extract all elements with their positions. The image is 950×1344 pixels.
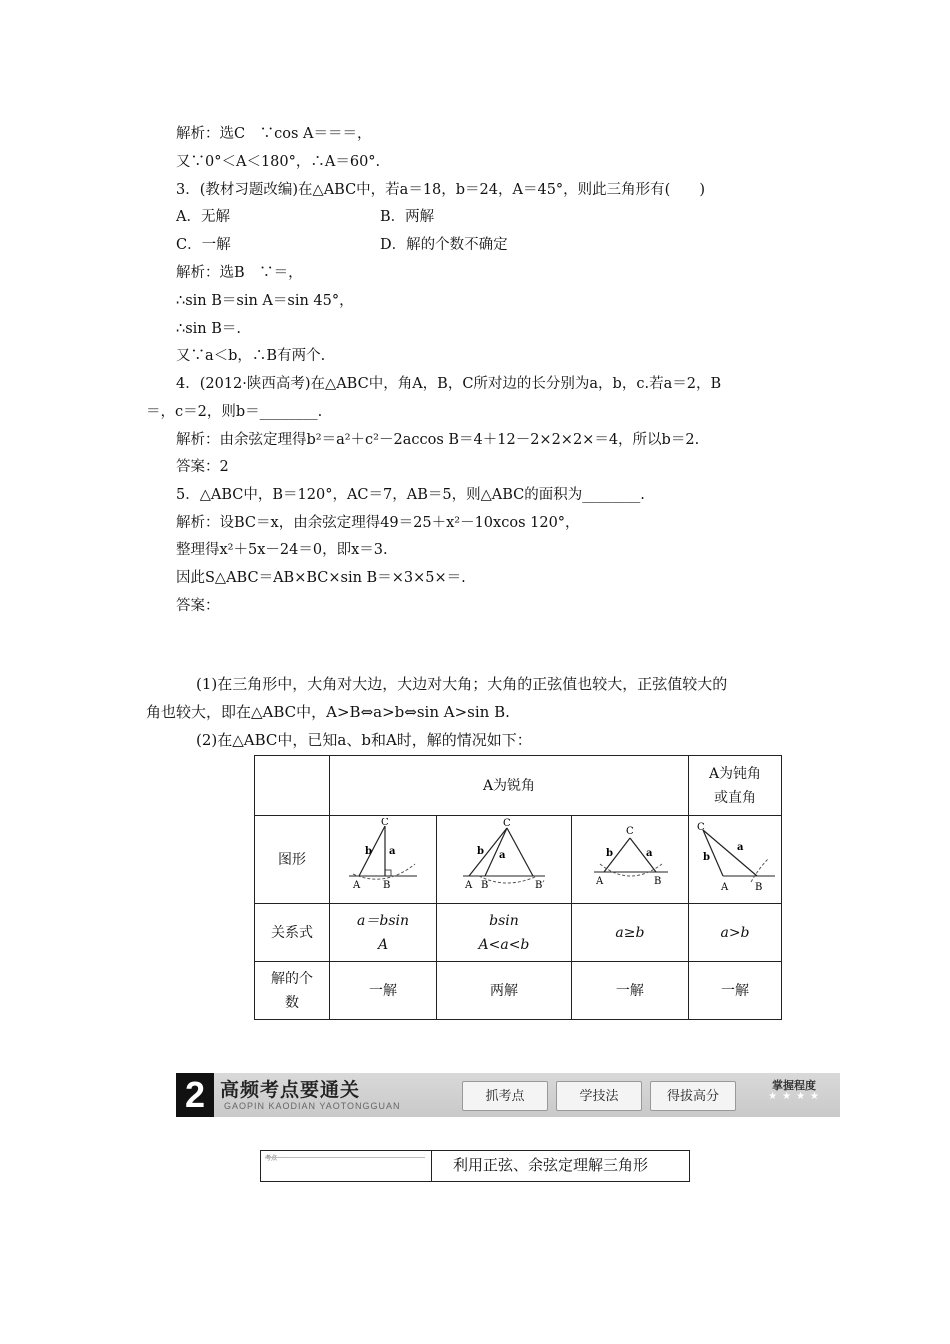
header-obtuse-line1: A为钝角 — [708, 765, 762, 782]
solution-line: 解析：选B ∵＝， — [176, 265, 303, 281]
triangle-obtuse-figure — [693, 818, 777, 894]
svg-text:B: B — [480, 879, 489, 891]
topic-title: 利用正弦、余弦定理解三角形 — [453, 1156, 649, 1174]
svg-text:C: C — [625, 825, 634, 837]
triangle-one-solution-figure — [345, 818, 421, 894]
section-subtitle: GAOPIN KAODIAN YAOTONGGUAN — [224, 1101, 401, 1111]
relation-2-line1: bsin — [489, 912, 519, 929]
svg-text:b: b — [703, 851, 710, 863]
relation-cell-4: a>b — [689, 904, 782, 962]
svg-text:a: a — [498, 849, 506, 861]
svg-text:a: a — [737, 841, 744, 853]
row-label-count-line1: 解的个 — [271, 970, 313, 987]
svg-text:a: a — [645, 847, 653, 859]
relation-1-line1: a＝bsin — [357, 912, 410, 929]
solution-line: ∴sin B＝sin A＝sin 45°， — [176, 293, 354, 309]
option-a: A．无解 — [176, 209, 230, 225]
topic-tag-cell — [261, 1151, 432, 1181]
mastery-stars-icon: ★★★★ — [768, 1091, 824, 1102]
svg-text:b: b — [476, 845, 484, 857]
solution-line: 又∵a＜b，∴B有两个. — [176, 348, 326, 364]
solution-line: ∴sin B＝. — [176, 321, 242, 337]
header-obtuse — [689, 756, 782, 816]
question-5: 5．△ABC中，B＝120°，AC＝7，AB＝5，则△ABC的面积为________. — [176, 487, 645, 503]
svg-text:A: A — [353, 879, 361, 891]
relation-2-line2: A<a<b — [478, 936, 530, 953]
solution-line: 又∵0°＜A＜180°，∴A＝60°. — [176, 154, 381, 170]
solution-line: 整理得x²＋5x－24＝0，即x＝3. — [176, 542, 388, 558]
section-banner — [176, 1073, 840, 1117]
note-paragraph: (1)在三角形中，大角对大边，大边对大角；大角的正弦值也较大，正弦值较大的 — [196, 675, 728, 693]
svg-text:B′: B′ — [534, 879, 545, 891]
count-cell-1: 一解 — [330, 962, 437, 1020]
triangle-a-ge-b-figure — [588, 818, 672, 894]
relation-cell-3: a≥b — [571, 904, 688, 962]
note-paragraph: 角也较大，即在△ABC中，A>B⇔a>b⇔sin A>sin B. — [146, 703, 510, 721]
option-b: B．两解 — [380, 209, 435, 225]
solution-line: 解析：设BC＝x，由余弦定理得49＝25＋x²－10xcos 120°， — [176, 515, 580, 531]
section-number-badge: 2 — [176, 1073, 214, 1117]
option-c: C．一解 — [176, 237, 231, 253]
header-obtuse-line2: 或直角 — [714, 789, 756, 806]
row-label-relation: 关系式 — [255, 904, 330, 962]
option-row — [176, 207, 435, 227]
relation-1-line2: A — [377, 936, 389, 953]
row-label-count — [255, 962, 330, 1020]
answer-line: 答案：2 — [176, 459, 229, 475]
svg-text:b: b — [365, 845, 373, 857]
header-acute: A为锐角 — [330, 756, 689, 816]
svg-text:A: A — [721, 881, 729, 893]
relation-cell-2 — [437, 904, 572, 962]
figure-cell-1 — [330, 816, 437, 904]
count-cell-3: 一解 — [571, 962, 688, 1020]
btn-high-score[interactable]: 得拔高分 — [650, 1081, 736, 1111]
topic-header-box — [260, 1150, 690, 1182]
topic-tag: 考点一 — [265, 1156, 284, 1162]
topic-tag-rule — [265, 1157, 425, 1158]
mastery-label: 掌握程度 — [772, 1080, 816, 1092]
option-d: D．解的个数不确定 — [380, 237, 508, 253]
header-blank — [255, 756, 330, 816]
triangle-two-solutions-figure — [455, 818, 553, 894]
relation-cell-1 — [330, 904, 437, 962]
svg-text:B: B — [383, 879, 391, 891]
svg-text:B: B — [653, 875, 662, 887]
solution-cases-table — [254, 755, 782, 1020]
row-label-figure: 图形 — [255, 816, 330, 904]
solution-line: 因此S△ABC＝AB×BC×sin B＝×3×5×＝. — [176, 570, 466, 586]
figure-cell-3 — [571, 816, 688, 904]
svg-text:C: C — [381, 817, 389, 828]
svg-text:a: a — [389, 845, 396, 857]
answer-line: 答案： — [176, 598, 220, 614]
solution-line: 解析：由余弦定理得b²＝a²＋c²－2accos B＝4＋12－2×2×2×＝4，所以b＝2. — [176, 432, 700, 448]
solution-line: 解析：选C ∵cos A＝＝＝， — [176, 126, 372, 142]
count-cell-4: 一解 — [689, 962, 782, 1020]
count-cell-2: 两解 — [437, 962, 572, 1020]
btn-methods[interactable]: 学技法 — [556, 1081, 642, 1111]
row-label-count-line2: 数 — [285, 994, 299, 1011]
section-title: 高频考点要通关 — [220, 1080, 361, 1101]
question-4-cont: ＝，c＝2，则b＝________. — [146, 404, 323, 420]
figure-cell-4 — [689, 816, 782, 904]
question-4: 4．(2012·陕西高考)在△ABC中，角A，B，C所对边的长分别为a，b，c.若a＝2，B — [176, 376, 722, 392]
svg-text:b: b — [605, 847, 613, 859]
svg-text:C: C — [697, 821, 705, 833]
question-3: 3．(教材习题改编)在△ABC中，若a＝18，b＝24，A＝45°，则此三角形有( ) — [176, 182, 705, 198]
note-paragraph: (2)在△ABC中，已知a、b和A时，解的情况如下： — [196, 731, 532, 749]
svg-text:A: A — [595, 875, 604, 887]
option-row — [176, 235, 508, 255]
btn-key-points[interactable]: 抓考点 — [462, 1081, 548, 1111]
figure-cell-2 — [437, 816, 572, 904]
svg-text:A: A — [464, 879, 473, 891]
svg-text:B: B — [755, 881, 763, 893]
svg-text:C: C — [502, 817, 511, 829]
